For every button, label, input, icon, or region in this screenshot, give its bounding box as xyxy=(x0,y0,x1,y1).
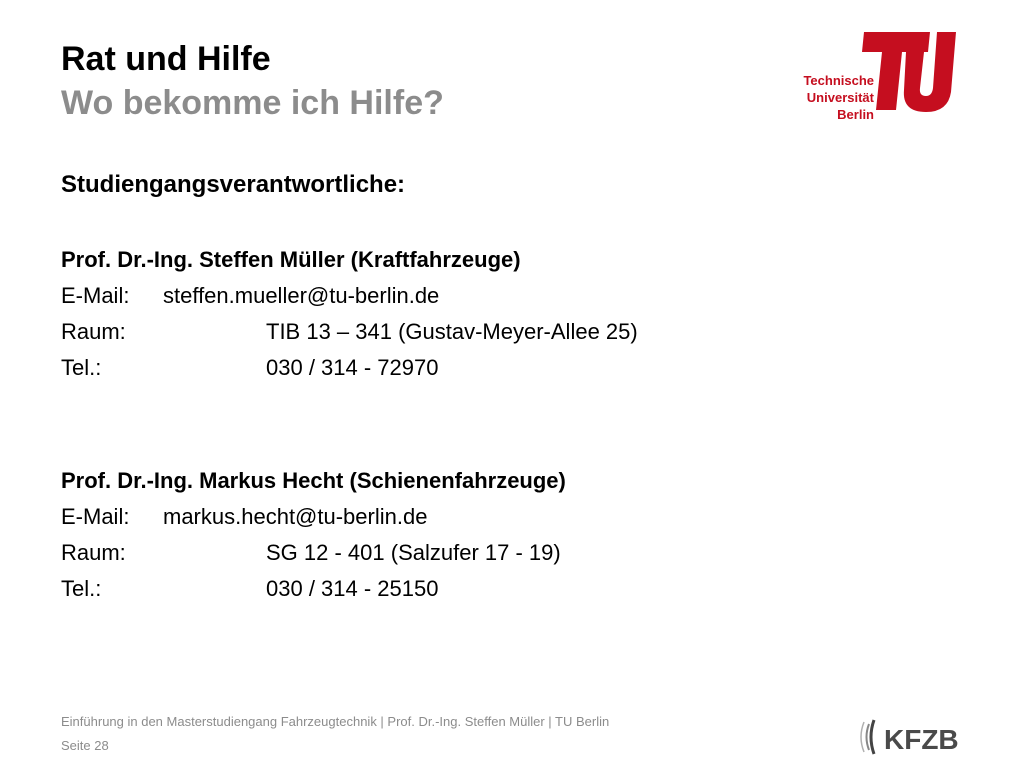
tel-row xyxy=(61,350,638,386)
section-heading: Studiengangsverantwortliche: xyxy=(61,171,406,198)
logo-side-text: berlin xyxy=(953,47,967,80)
tel-value: 030 / 314 - 25150 xyxy=(266,576,439,601)
room-label: Raum: xyxy=(61,319,126,344)
contact-name: Prof. Dr.-Ing. Markus Hecht (Schienenfahrzeuge) xyxy=(61,468,566,493)
tel-label: Tel.: xyxy=(61,576,102,601)
room-value: SG 12 - 401 (Salzufer 17 - 19) xyxy=(266,540,561,565)
room-value: TIB 13 – 341 (Gustav-Meyer-Allee 25) xyxy=(266,319,638,344)
email-label: E-Mail: xyxy=(61,283,130,308)
slide-subtitle: Wo bekomme ich Hilfe? xyxy=(61,84,444,122)
email-row xyxy=(61,499,566,535)
tel-value: 030 / 314 - 72970 xyxy=(266,355,439,380)
room-label: Raum: xyxy=(61,540,126,565)
email-label: E-Mail: xyxy=(61,504,130,529)
contact-block-1 xyxy=(61,242,638,386)
logo-line-3: Berlin xyxy=(837,107,874,122)
footer-text: Einführung in den Masterstudiengang Fahrzeugtechnik | Prof. Dr.-Ing. Steffen Müller | TU Berlin xyxy=(61,714,610,729)
page-number: Seite 28 xyxy=(61,738,109,753)
kfzb-logo xyxy=(858,716,968,758)
tel-label: Tel.: xyxy=(61,355,102,380)
room-row xyxy=(61,535,566,571)
tu-berlin-logo-text xyxy=(764,72,874,123)
email-row xyxy=(61,278,638,314)
email-value[interactable]: steffen.mueller@tu-berlin.de xyxy=(163,283,440,308)
contact-name: Prof. Dr.-Ing. Steffen Müller (Kraftfahrzeuge) xyxy=(61,247,521,272)
logo-line-2: Universität xyxy=(806,90,874,105)
kfzb-logo-text: KFZB xyxy=(884,724,959,755)
contact-block-2 xyxy=(61,463,566,607)
tel-row xyxy=(61,571,566,607)
logo-line-1: Technische xyxy=(803,73,874,88)
email-value[interactable]: markus.hecht@tu-berlin.de xyxy=(163,504,428,529)
room-row xyxy=(61,314,638,350)
slide-title: Rat und Hilfe xyxy=(61,40,271,78)
